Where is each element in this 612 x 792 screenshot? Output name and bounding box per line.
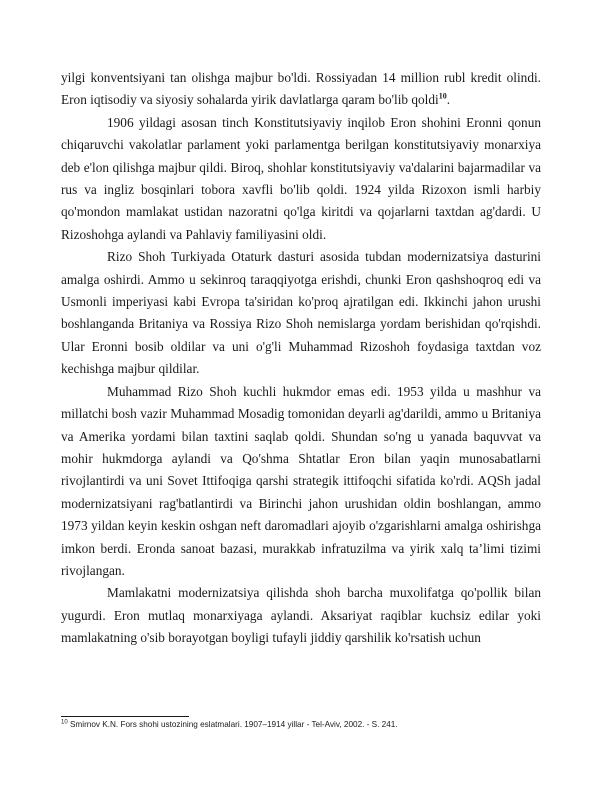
paragraph-3: Rizo Shoh Turkiyada Otaturk dasturi asosida tubdan modernizatsiya dasturini amalga oshirdi. Ammo u sekinroq taraqqiyotga erishdi, chunki Eron qashshoqroq edi va Usmonli imperiyasi kabi Evropa ta'siridan ko'proq ajratilgan edi. Ikkinchi jahon urushi boshlanganda Britaniya va Rossiya Rizo Shoh nemislarga yordam berishidan qo'rqishdi. Ular Eronni bosib oldilar va uni o'g'li Muhammad Rizoshoh foydasiga taxtdan voz kechishga majbur qildilar. <box>61 249 541 377</box>
footnote-separator <box>61 716 189 717</box>
paragraph-1-trailing: . <box>446 92 451 108</box>
paragraph-2: 1906 yildagi asosan tinch Konstitutsiyaviy inqilob Eron shohini Eronni qonun chiqaruvchi vakolatlar parlament yoki parlamentga berilgan konstitutsiyaviy monarxiya deb e'lon qilishga majbur qildi. Biroq, shohlar konstitutsiyaviy va'dalarini bajarmadilar va rus va ingliz bosqinlari tobora xavfli bo'lib qoldi. 1924 yilda Rizoxon ismli harbiy qo'mondon mamlakat ustidan nazoratni qo'lga kiritdi va qojarlarni taxtdan ag'dardi. U Rizoshohga aylandi va Pahlaviy familiyasini oldi. <box>61 114 541 242</box>
paragraph-1 <box>61 67 541 112</box>
paragraph-4: Muhammad Rizo Shoh kuchli hukmdor emas edi. 1953 yilda u mashhur va millatchi bosh vazir Muhammad Mosadig tomonidan deyarli ag'darildi, ammo u Britaniya va Amerika yordami bilan taxtini saqlab qoldi. Shundan so'ng u yanada baquvvat va mohir hukmdorga aylandi va Qo'shma Shtatlar Eron bilan yaqin munosabatlarni rivojlantirdi va uni Sovet Ittifoqiga qarshi strategik ittifoqchi sifatida ko'rdi. AQSh jadal modernizatsiyani rag'batlantirdi va Birinchi jahon urushidan oldin boshlangan, ammo 1973 yildan keyin keskin oshgan neft daromadlari ajoyib o'zgarishlarni amalga oshirishga imkon berdi. Eronda sanoat bazasi, murakkab infratuzilma va yirik xalq ta’limi tizimi rivojlangan. <box>61 383 541 578</box>
footnote-number: 10 <box>61 719 68 726</box>
footnote-text: Smirnov K.N. Fors shohi ustozining eslatmalari. 1907–1914 yillar - Tel-Aviv, 2002. - S. 241. <box>67 720 398 729</box>
footnote-reference[interactable]: 10 <box>438 91 447 101</box>
footnote <box>61 719 541 730</box>
paragraph-5: Mamlakatni modernizatsiya qilishda shoh barcha muxolifatga qo'pollik bilan yugurdi. Eron mutlaq monarxiyaga aylandi. Aksariyat raqiblar kuchsiz edilar yoki mamlakatning o'sib borayotgan boyligi tufayli jiddiy qarshilik ko'rsatish uchun <box>61 585 541 646</box>
body-text <box>61 67 541 650</box>
paragraph-1-text: yilgi konventsiyani tan olishga majbur bo'ldi. Rossiyadan 14 million rubl kredit olindi. Eron iqtisodiy va siyosiy sohalarda yirik davlatlarga qaram bo'lib qoldi <box>61 70 541 108</box>
